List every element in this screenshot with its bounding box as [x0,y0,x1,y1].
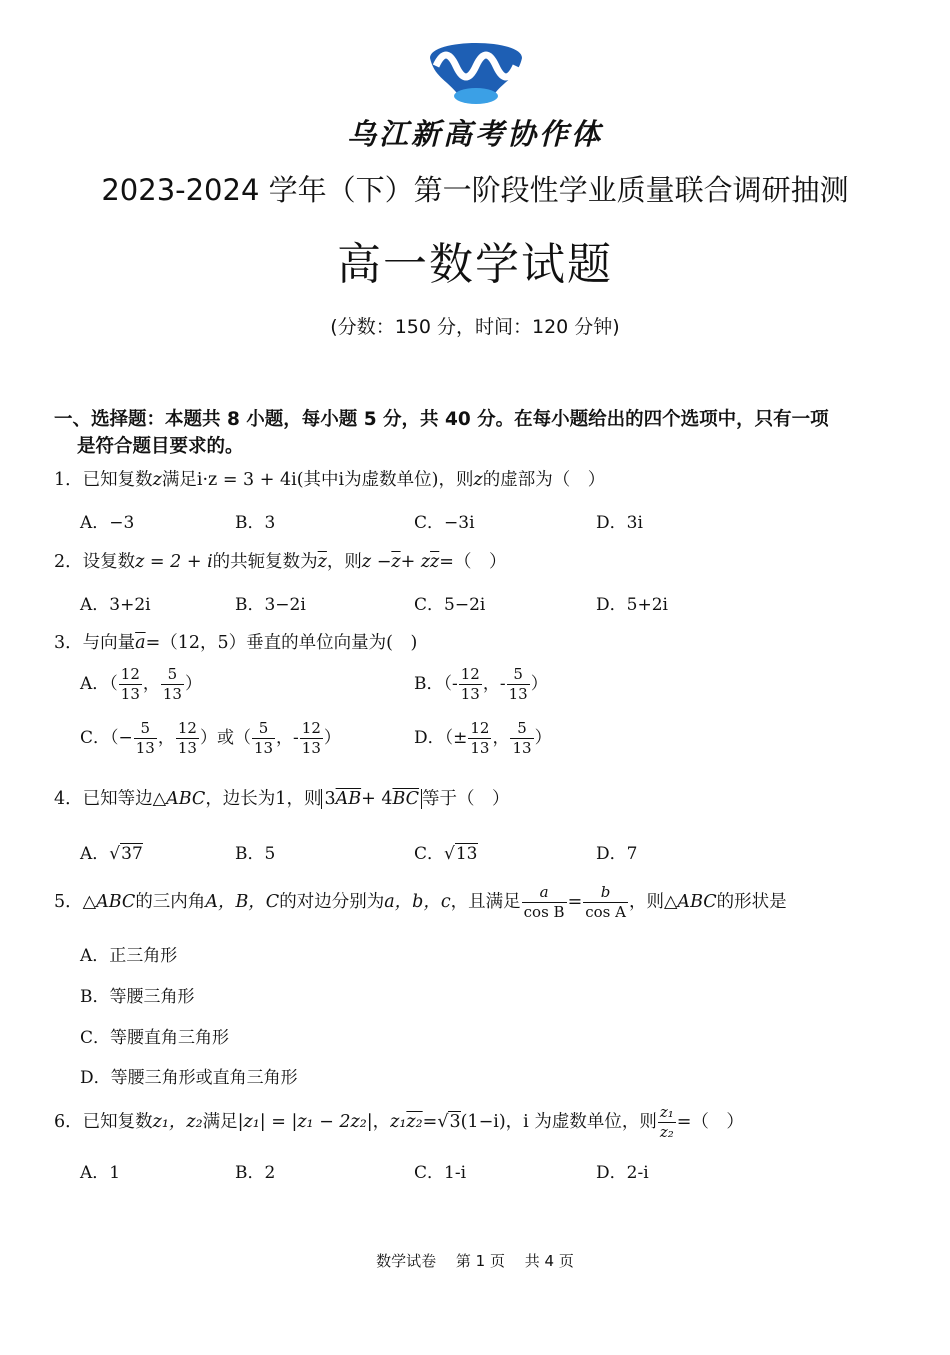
text: 设复数 [82,552,136,572]
fraction: $\frac{5}{13}$ [512,719,532,757]
text: =（12，5）垂直的单位向量为( ) [145,633,418,653]
text: 已知复数 [82,470,153,490]
text: 满足 [161,470,197,490]
option-a[interactable]: A．√37 [80,844,143,864]
option-a[interactable]: A．1 [80,1163,121,1183]
fraction: $\frac{12}{13}$ [120,665,140,703]
math: $\overline{z}$ [317,552,327,572]
abs-value: $3\overline{AB}+ 4\overline{BC}$ [321,789,422,809]
text: ，则 [326,552,362,572]
option-b[interactable]: B．3−2i [235,595,306,615]
fraction: $\frac{5}{13}$ [253,719,274,757]
option-a[interactable]: A．3+2i [80,595,151,615]
math: z₁，z₂ [152,1112,203,1132]
text: 的虚部为（ ） [482,470,606,490]
text: 的三内角 [135,892,206,912]
question-4 [54,785,510,810]
question-3 [54,629,417,654]
text: (其中 [296,470,339,490]
section-heading-line1: 一、选择题：本题共 8 小题，每小题 5 分，共 40 分。在每小题给出的四个选项中，只有一项 [54,409,829,430]
text: 等于（ ） [422,789,510,809]
math: △ABC [82,892,136,912]
option-d[interactable]: D．等腰三角形或直角三角形 [80,1068,298,1088]
text: =（ ） [676,1112,744,1132]
fraction: $\frac{12}{13}$ [470,719,490,757]
math: z₁ [390,1112,407,1132]
exam-title: 2023-2024 学年（下）第一阶段性学业质量联合调研抽测 [101,173,849,207]
math: $\overline{z}$ [430,552,440,572]
math: z₂ [406,1112,423,1132]
question-number: 4． [54,789,83,809]
option-label: A．（ [80,674,118,694]
math: a，b，c [384,892,451,912]
text: 的对边分别为 [279,892,385,912]
option-a[interactable]: A．正三角形 [80,946,178,966]
option-label: C．（− [80,728,133,748]
text: ，且满足 [450,892,521,912]
option-a[interactable]: A．（ $\frac{12}{13}$ ， $\frac{5}{13}$ ） [80,665,202,703]
question-1 [54,466,605,491]
math: $\overline{z}$ [391,552,401,572]
section-heading-line2: 是符合题目要求的。 [77,436,244,457]
question-5: 5．△ABC的三内角A，B，C的对边分别为a，b，c，且满足 $\frac{a}{\text{cos B}}$ = $\frac{b}{\text{cos A}}$ ，则△ABC的形状是 [54,883,787,921]
question-6: 6．已知复数z₁，z₂满足|z₁| = |z₁ − 2z₂|，z₁z₂=√3(1−i)，i 为虚数单位，则 $\frac{\text{z₁}}{\text{z₂}}$ =（ ） [54,1103,744,1141]
option-d[interactable]: D．3i [596,513,643,533]
option-b[interactable]: B．3 [235,513,276,533]
org-name: 乌江新高考协作体 [346,117,603,151]
text: 的形状是 [716,892,787,912]
text: 的共轭复数为 [212,552,318,572]
logo-icon [426,36,526,108]
text: 与向量 [82,633,136,653]
option-a[interactable]: A．−3 [80,513,135,533]
math: A，B，C [205,892,280,912]
option-c[interactable]: C．等腰直角三角形 [80,1028,230,1048]
option-d[interactable]: D．2-i [596,1163,649,1183]
math: z = 2 + i [135,552,213,572]
option-label: B．（- [414,674,458,694]
text: 已知等边 [82,789,153,809]
question-2 [54,548,506,573]
option-d[interactable]: D．5+2i [596,595,668,615]
math: z [473,470,483,490]
fraction: $\frac{5}{13}$ [135,719,155,757]
text: 满足 [202,1112,238,1132]
option-b[interactable]: B．2 [235,1163,276,1183]
text: ，边长为1，则 [205,789,322,809]
fraction: $\frac{12}{13}$ [460,665,480,703]
math: △ABC [663,892,717,912]
section-heading [54,405,829,431]
option-label: D．（± [414,728,468,748]
option-b[interactable]: B．等腰三角形 [80,987,195,1007]
text: 为虚数单位)，则 [344,470,474,490]
page-footer: 数学试卷 第 1 页 共 4 页 [376,1252,574,1270]
option-c[interactable]: C．1-i [414,1163,467,1183]
question-number: 5． [54,892,83,912]
math: $\overline{a}$ [135,633,146,653]
math: z [152,470,162,490]
math: z − [361,552,392,572]
text: ，则 [628,892,664,912]
math: i·z = 3 + 4i [196,470,297,490]
question-number: 2． [54,552,83,572]
fraction: $\frac{5}{13}$ [162,665,182,703]
option-c[interactable]: C．5−2i [414,595,486,615]
fraction: $\frac{5}{13}$ [508,665,528,703]
fraction: $\frac{a}{\text{cos B}}$ [523,883,565,921]
text: 已知复数 [82,1112,153,1132]
option-c[interactable]: C．（− $\frac{5}{13}$ ， $\frac{12}{13}$ ）或（ $\frac{5}{13}$ ，- $\frac{12}{13}$ ） [80,719,341,757]
question-number: 6． [54,1112,83,1132]
text: =（ ） [439,552,507,572]
text: ，i 为虚数单位，则 [505,1112,657,1132]
question-number: 1． [54,470,83,490]
question-number: 3． [54,633,83,653]
math: |z₁| = |z₁ − 2z₂| [237,1112,373,1132]
option-d[interactable]: D．7 [596,844,638,864]
option-c[interactable]: C．√13 [414,844,478,864]
fraction: $\frac{12}{13}$ [177,719,197,757]
option-b[interactable]: B．5 [235,844,276,864]
option-d[interactable]: D．（± $\frac{12}{13}$ ， $\frac{5}{13}$ ） [414,719,552,757]
math: + z [400,552,431,572]
subject-title: 高一数学试题 [337,239,613,290]
option-b[interactable]: B．（- $\frac{12}{13}$ ，- $\frac{5}{13}$ ） [414,665,548,703]
fraction: $\frac{12}{13}$ [301,719,321,757]
option-c[interactable]: C．−3i [414,513,475,533]
score-time: (分数：150 分，时间：120 分钟) [330,316,620,338]
math: △ABC [152,789,206,809]
fraction: $\frac{\text{z₁}}{\text{z₂}}$ [659,1103,674,1141]
fraction: $\frac{b}{\text{cos A}}$ [585,883,626,921]
math: i [338,470,345,490]
